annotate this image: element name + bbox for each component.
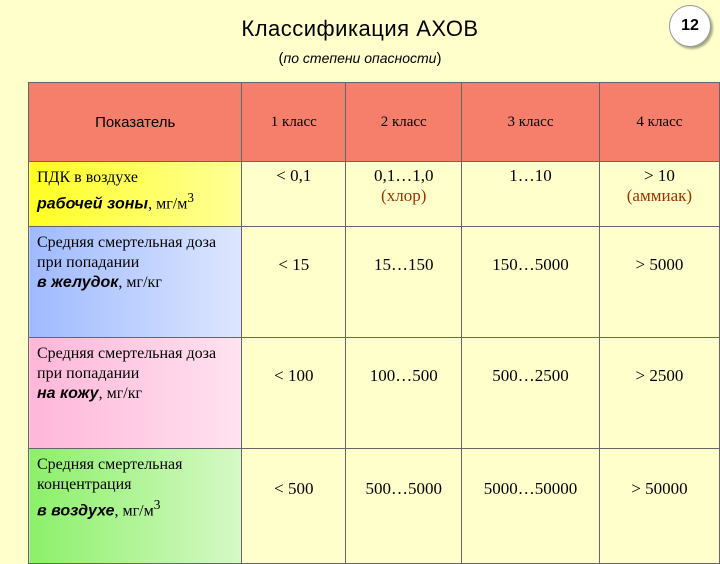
row-label-text: ПДК в воздухе [37,169,139,186]
subtitle-text: по степени опасности [283,50,437,66]
row-label-unit-sup: 3 [153,497,161,512]
subtitle-close-paren: ) [436,50,442,67]
cell-value: > 10 [643,166,675,185]
row-label-unit: , мг/м [148,195,188,213]
header-row [29,83,720,162]
cell-value: 1…10 [509,166,552,185]
table-cell [242,162,346,227]
header-class-3: 3 класс [462,83,600,162]
table-cell: 15…150 [346,227,462,338]
table-cell: 500…5000 [346,449,462,564]
header-class-2: 2 класс [346,83,462,162]
row-label-emphasis: в воздухе [37,502,115,520]
cell-value: 0,1…1,0 [373,166,434,185]
row-label-emphasis: в желудок [37,274,119,291]
row-label-emphasis: на кожу [37,385,99,402]
page-title: Классификация АХОВ [241,16,479,41]
row-label-unit-sup: 3 [187,190,194,205]
table-cell: > 2500 [599,338,719,449]
table-cell [346,162,462,227]
header-indicator: Показатель [29,83,242,162]
row-label-pdk [29,162,242,227]
table-row [29,227,720,338]
table-cell [462,162,600,227]
table-cell: > 5000 [599,227,719,338]
row-label-skin-dose [29,338,242,449]
table-cell: 150…5000 [462,227,600,338]
table-cell: 5000…50000 [462,449,600,564]
header-class-4: 4 класс [599,83,719,162]
subtitle-open-paren: ( [278,50,284,67]
table-cell: < 15 [242,227,346,338]
row-label-text: Средняя смертельная доза при попадании [37,234,217,271]
slide-number-badge: 12 [669,5,711,47]
table-cell: 500…2500 [462,338,600,449]
row-label-unit: , мг/кг [118,274,162,291]
table-cell: < 500 [242,449,346,564]
table-row [29,449,720,564]
table-cell: > 50000 [599,449,719,564]
row-label-text: Средняя смертельная доза при попадании [37,345,217,382]
row-label-emphasis: рабочей зоны [37,195,149,213]
table-cell [599,162,719,227]
row-label-unit: , мг/кг [98,385,143,402]
cell-value: < 0,1 [276,166,312,185]
row-label-stomach-dose [29,227,242,338]
row-label-air-concentration [29,449,242,564]
header-class-1: 1 класс [242,83,346,162]
cell-note: (аммиак) [626,186,693,205]
table-cell: < 100 [242,338,346,449]
row-label-text: Средняя смертельная концентрация [37,456,183,493]
classification-table [28,82,720,564]
row-label-unit: , мг/м [114,502,154,520]
table-cell: 100…500 [346,338,462,449]
cell-note: (хлор) [381,186,427,205]
page-subtitle [0,50,720,67]
table-row [29,338,720,449]
table-row [29,162,720,227]
